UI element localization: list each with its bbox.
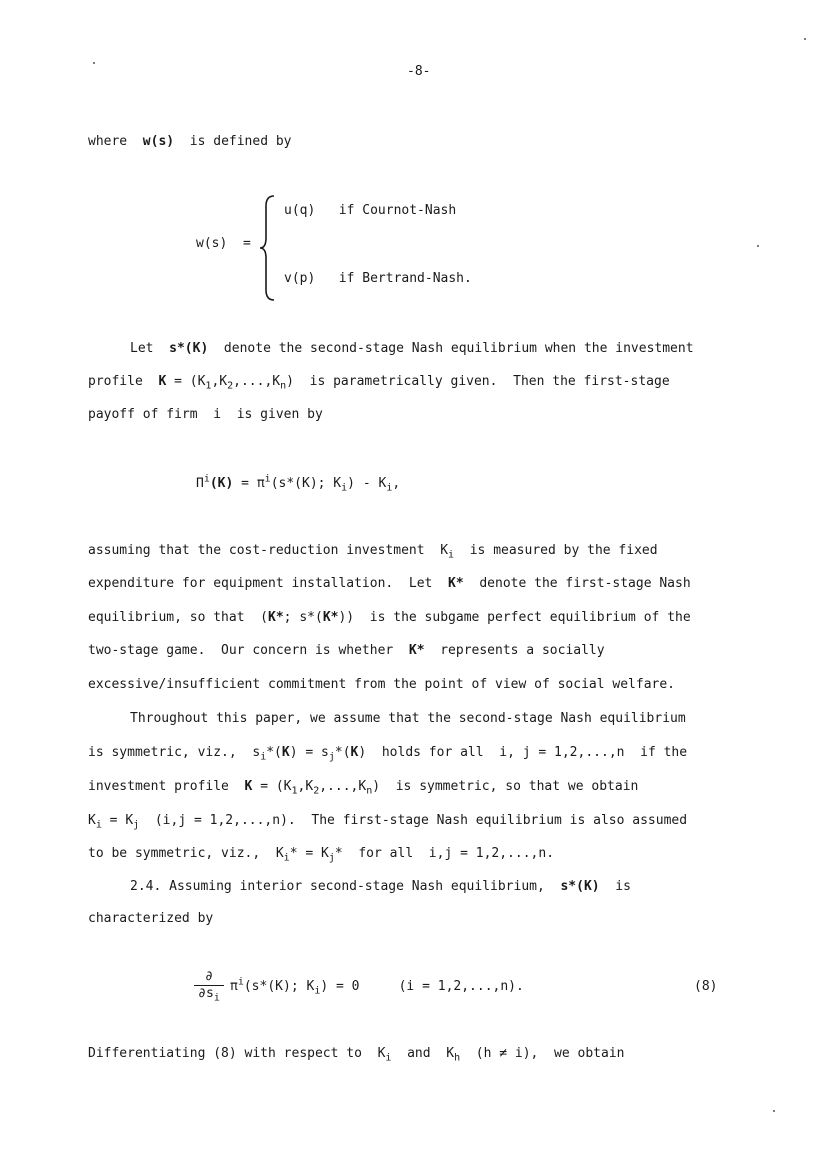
text-line: profile $K = (K_1,K_2,...,K_n)$ is parametrically given. Then the first-stage — [88, 374, 670, 392]
text-line: $K_i = K_j$ (i,j = 1,2,...,n). The first-stage Nash equilibrium is also assumed — [88, 813, 688, 831]
text-line: where w(s) is defined by — [88, 134, 292, 149]
scan-speck — [93, 62, 95, 64]
text-line: investment profile $K = (K_1,K_2,...,K_n)$ is symmetric, so that we obtain — [88, 779, 639, 797]
text-line: Differentiating (8) with respect to $K_i$ and $K_h$ (h ≠ i), we obtain — [88, 1046, 625, 1064]
text-line: Throughout this paper, we assume that the second-stage Nash equilibrium — [130, 711, 686, 726]
scan-speck — [773, 1110, 775, 1112]
scan-speck — [757, 245, 759, 247]
left-brace-icon — [258, 194, 276, 302]
text-line: excessive/insufficient commitment from the point of view of social welfare. — [88, 677, 675, 692]
text-line: 2.4. Assuming interior second-stage Nash equilibrium, s*(K) is — [130, 879, 631, 894]
equation-number: (8) — [694, 979, 718, 994]
cases-lhs: w(s) = — [196, 236, 251, 251]
text-line: two-stage game. Our concern is whether K* represents a socially — [88, 643, 605, 658]
case-bertrand: v(p) if Bertrand-Nash. — [284, 271, 472, 286]
text-line: equilibrium, so that (K*; s*(K*)) is the subgame perfect equilibrium of the — [88, 610, 691, 625]
text-line: Let s*(K) denote the second-stage Nash equilibrium when the investment — [130, 341, 694, 356]
text-line: to be symmetric, viz., $K_i* = K_j*$ for all i,j = 1,2,...,n. — [88, 846, 555, 864]
equation-body: $\pi^i(s*(K)$; $K_i) = 0$ (i = 1,2,...,n). — [230, 976, 524, 997]
text-line: payoff of firm i is given by — [88, 407, 323, 422]
text-line: assuming that the cost-reduction investment $K_i$ is measured by the fixed — [88, 543, 658, 561]
text-line: characterized by — [88, 911, 214, 926]
page-number: -8- — [407, 64, 431, 79]
scan-speck — [804, 38, 806, 40]
text-line: is symmetric, viz., $s_i*(K) = s_j*(K)$ holds for all i, j = 1,2,...,n if the — [88, 745, 688, 763]
case-cournot: u(q) if Cournot-Nash — [284, 203, 457, 218]
payoff-equation: $\Pi^i(K) = \pi^i(s*(K)$; $K_i) - K_i$, — [196, 473, 401, 494]
text-line: expenditure for equipment installation. Let K* denote the first-stage Nash — [88, 576, 691, 591]
partial-fraction: ∂ $\partial s_i$ — [194, 970, 224, 1001]
